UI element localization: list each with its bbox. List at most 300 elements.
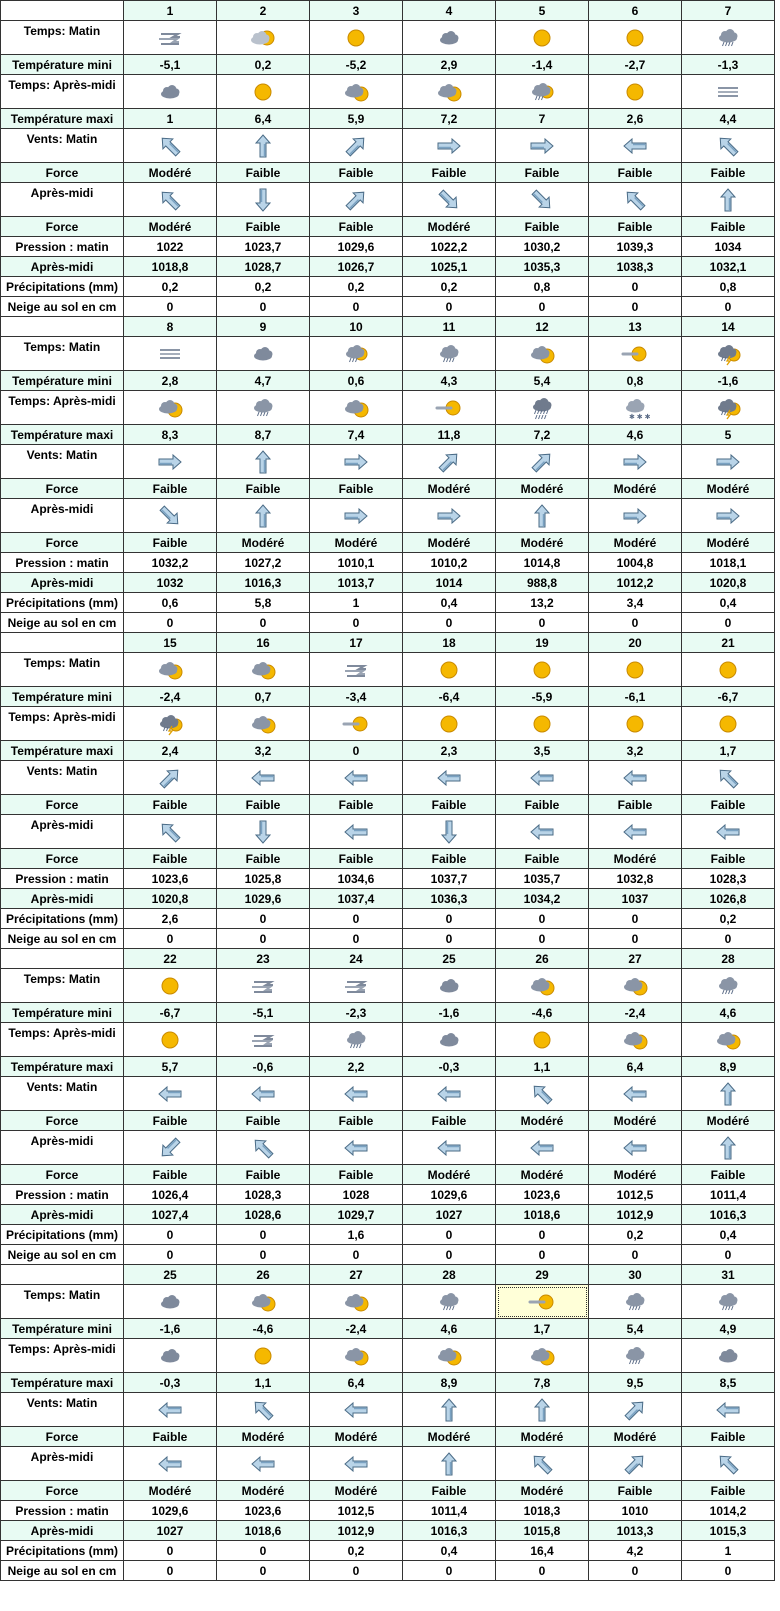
arrow-e-icon bbox=[341, 504, 371, 528]
icon-cell bbox=[496, 499, 589, 533]
temp-min-value: -6,7 bbox=[124, 1003, 217, 1023]
fog-icon bbox=[248, 1028, 278, 1052]
temp-max-value: 1 bbox=[124, 109, 217, 129]
force-morning-value: Faible bbox=[217, 479, 310, 499]
arrow-ne-icon bbox=[155, 766, 185, 790]
wind-afternoon-row bbox=[1, 1447, 775, 1481]
arrow-w-icon bbox=[341, 1452, 371, 1476]
snow-value: 0 bbox=[124, 297, 217, 317]
arrow-nw-icon bbox=[155, 188, 185, 212]
row-label: Température maxi bbox=[1, 1057, 124, 1077]
temp-min-value: -1,4 bbox=[496, 55, 589, 75]
temp-min-value: -6,7 bbox=[682, 687, 775, 707]
arrow-nw-icon bbox=[713, 134, 743, 158]
pressure-morning-value: 1018,3 bbox=[496, 1501, 589, 1521]
pressure-morning-value: 1026,4 bbox=[124, 1185, 217, 1205]
arrow-s-icon bbox=[248, 820, 278, 844]
day-number: 7 bbox=[682, 1, 775, 21]
icon-cell bbox=[682, 1447, 775, 1481]
force-afternoon-value: Faible bbox=[496, 217, 589, 237]
icon-cell bbox=[682, 337, 775, 371]
snow-value: 0 bbox=[310, 929, 403, 949]
icon-cell bbox=[403, 969, 496, 1003]
heavy-rain-icon bbox=[527, 396, 557, 420]
sun-icon bbox=[155, 1028, 185, 1052]
force-morning-value: Faible bbox=[496, 163, 589, 183]
temp-min-value: 4,3 bbox=[403, 371, 496, 391]
wind-morning-row bbox=[1, 1393, 775, 1427]
temp-max-value: 3,2 bbox=[217, 741, 310, 761]
day-number: 27 bbox=[589, 949, 682, 969]
arrow-n-icon bbox=[434, 1452, 464, 1476]
force-morning-value: Modéré bbox=[310, 1427, 403, 1447]
temp-max-value: 7 bbox=[496, 109, 589, 129]
icon-cell bbox=[217, 1393, 310, 1427]
force-morning-value: Faible bbox=[403, 795, 496, 815]
row-label: Température mini bbox=[1, 687, 124, 707]
temp-min-value: -1,6 bbox=[682, 371, 775, 391]
icon-cell bbox=[124, 653, 217, 687]
icon-cell bbox=[124, 1131, 217, 1165]
pressure-morning-value: 1029,6 bbox=[124, 1501, 217, 1521]
icon-cell bbox=[496, 1077, 589, 1111]
wind-morning-row bbox=[1, 1077, 775, 1111]
icon-cell bbox=[217, 653, 310, 687]
temp-max-value: 3,2 bbox=[589, 741, 682, 761]
temp-min-value: 4,6 bbox=[403, 1319, 496, 1339]
row-label: Vents: Matin bbox=[1, 129, 124, 163]
day-number: 24 bbox=[310, 949, 403, 969]
sun-icon bbox=[155, 974, 185, 998]
arrow-s-icon bbox=[434, 820, 464, 844]
day-number: 21 bbox=[682, 633, 775, 653]
pressure-morning-value: 1023,7 bbox=[217, 237, 310, 257]
icon-cell bbox=[682, 1131, 775, 1165]
rain-cloud-icon bbox=[620, 1290, 650, 1314]
temp-max-value: 2,6 bbox=[589, 109, 682, 129]
rain-cloud-icon bbox=[248, 396, 278, 420]
arrow-n-icon bbox=[434, 1398, 464, 1422]
temp-max-value: 7,2 bbox=[403, 109, 496, 129]
pressure-afternoon-value: 1018,8 bbox=[124, 257, 217, 277]
icon-cell bbox=[589, 1077, 682, 1111]
sun-icon bbox=[434, 658, 464, 682]
pressure-afternoon-value: 1032 bbox=[124, 573, 217, 593]
day-number: 9 bbox=[217, 317, 310, 337]
arrow-w-icon bbox=[155, 1398, 185, 1422]
icon-cell bbox=[310, 1447, 403, 1481]
snow-value: 0 bbox=[403, 1245, 496, 1265]
icon-cell bbox=[496, 75, 589, 109]
temp-min-row bbox=[1, 1319, 775, 1339]
sun-icon bbox=[620, 658, 650, 682]
temp-max-value: 0 bbox=[310, 741, 403, 761]
pressure-afternoon-value: 1026,8 bbox=[682, 889, 775, 909]
arrow-w-icon bbox=[155, 1452, 185, 1476]
sun-icon bbox=[527, 26, 557, 50]
temp-min-value: -6,1 bbox=[589, 687, 682, 707]
row-label: Temps: Matin bbox=[1, 21, 124, 55]
temp-max-row bbox=[1, 1057, 775, 1077]
arrow-ne-icon bbox=[341, 188, 371, 212]
row-label: Pression : matin bbox=[1, 869, 124, 889]
snow-cloud-icon bbox=[620, 396, 650, 420]
snow-value: 0 bbox=[589, 1561, 682, 1581]
force-morning-value: Faible bbox=[124, 1111, 217, 1131]
icon-cell bbox=[403, 707, 496, 741]
precip-value: 0 bbox=[496, 909, 589, 929]
precip-value: 0 bbox=[403, 1225, 496, 1245]
force-afternoon-value: Modéré bbox=[496, 1165, 589, 1185]
force-afternoon-value: Modéré bbox=[403, 533, 496, 553]
arrow-w-icon bbox=[341, 1398, 371, 1422]
row-label: Temps: Matin bbox=[1, 969, 124, 1003]
icon-cell bbox=[403, 337, 496, 371]
sun-haze-icon bbox=[527, 1290, 557, 1314]
force-morning-row bbox=[1, 1427, 775, 1447]
pressure-morning-value: 1023,6 bbox=[496, 1185, 589, 1205]
pressure-morning-value: 1035,7 bbox=[496, 869, 589, 889]
row-label: Temps: Après-midi bbox=[1, 1023, 124, 1057]
storm-sun-icon bbox=[713, 396, 743, 420]
force-afternoon-row bbox=[1, 1165, 775, 1185]
temp-min-value: 0,7 bbox=[217, 687, 310, 707]
force-morning-row bbox=[1, 1111, 775, 1131]
rain-cloud-icon bbox=[620, 1344, 650, 1368]
icon-cell bbox=[217, 445, 310, 479]
snow-value: 0 bbox=[310, 613, 403, 633]
sun-icon bbox=[527, 658, 557, 682]
icon-cell bbox=[403, 1339, 496, 1373]
sun-icon bbox=[713, 712, 743, 736]
day-number: 13 bbox=[589, 317, 682, 337]
arrow-w-icon bbox=[341, 766, 371, 790]
precip-value: 0 bbox=[217, 1541, 310, 1561]
precip-value: 0 bbox=[403, 909, 496, 929]
temp-min-value: -2,3 bbox=[310, 1003, 403, 1023]
row-label: Vents: Matin bbox=[1, 445, 124, 479]
day-number: 23 bbox=[217, 949, 310, 969]
precip-value: 0,4 bbox=[403, 593, 496, 613]
precip-row bbox=[1, 909, 775, 929]
pressure-afternoon-value: 1038,3 bbox=[589, 257, 682, 277]
temp-max-value: 8,3 bbox=[124, 425, 217, 445]
snow-value: 0 bbox=[124, 929, 217, 949]
day-number: 15 bbox=[124, 633, 217, 653]
icon-cell bbox=[589, 21, 682, 55]
temp-min-value: -4,6 bbox=[217, 1319, 310, 1339]
pressure-morning-value: 1028,3 bbox=[682, 869, 775, 889]
arrow-w-icon bbox=[434, 1136, 464, 1160]
row-label: Après-midi bbox=[1, 1447, 124, 1481]
arrow-ne-icon bbox=[341, 134, 371, 158]
icon-cell bbox=[496, 1447, 589, 1481]
pressure-afternoon-value: 1029,6 bbox=[217, 889, 310, 909]
sun-icon bbox=[248, 80, 278, 104]
pressure-afternoon-value: 1016,3 bbox=[217, 573, 310, 593]
force-afternoon-value: Faible bbox=[124, 849, 217, 869]
snow-value: 0 bbox=[217, 929, 310, 949]
cloud-icon bbox=[155, 1344, 185, 1368]
icon-cell bbox=[310, 653, 403, 687]
force-afternoon-value: Modéré bbox=[403, 1165, 496, 1185]
day-number: 11 bbox=[403, 317, 496, 337]
rain-cloud-icon bbox=[434, 1290, 464, 1314]
icon-cell bbox=[124, 815, 217, 849]
icon-cell bbox=[310, 1393, 403, 1427]
arrow-w-icon bbox=[248, 1452, 278, 1476]
cloud-sun-icon bbox=[527, 974, 557, 998]
row-label: Force bbox=[1, 1165, 124, 1185]
temp-max-value: 8,9 bbox=[682, 1057, 775, 1077]
week-header-row bbox=[1, 1, 775, 21]
icon-cell bbox=[496, 183, 589, 217]
pressure-afternoon-value: 1037 bbox=[589, 889, 682, 909]
force-morning-value: Faible bbox=[310, 479, 403, 499]
icon-cell bbox=[217, 75, 310, 109]
precip-value: 0 bbox=[589, 909, 682, 929]
icon-cell bbox=[403, 129, 496, 163]
icon-cell bbox=[217, 129, 310, 163]
icon-cell bbox=[217, 1447, 310, 1481]
icon-cell bbox=[403, 499, 496, 533]
icon-cell bbox=[124, 1023, 217, 1057]
row-label: Force bbox=[1, 533, 124, 553]
pressure-afternoon-value: 1012,2 bbox=[589, 573, 682, 593]
force-morning-value: Modéré bbox=[496, 1111, 589, 1131]
row-label: Vents: Matin bbox=[1, 1393, 124, 1427]
force-morning-value: Faible bbox=[217, 163, 310, 183]
row-label: Neige au sol en cm bbox=[1, 929, 124, 949]
corner-cell bbox=[1, 1265, 124, 1285]
day-number: 25 bbox=[124, 1265, 217, 1285]
icon-cell bbox=[403, 21, 496, 55]
precip-value: 0 bbox=[124, 1225, 217, 1245]
icon-cell bbox=[124, 1339, 217, 1373]
row-label: Après-midi bbox=[1, 1131, 124, 1165]
icon-cell bbox=[496, 21, 589, 55]
force-morning-value: Modéré bbox=[589, 1111, 682, 1131]
row-label: Pression : matin bbox=[1, 237, 124, 257]
sun-haze-icon bbox=[620, 342, 650, 366]
icon-cell bbox=[589, 391, 682, 425]
pressure-afternoon-value: 1035,3 bbox=[496, 257, 589, 277]
arrow-w-icon bbox=[341, 1136, 371, 1160]
rain-sun-icon bbox=[341, 342, 371, 366]
icon-cell bbox=[217, 1339, 310, 1373]
arrow-w-icon bbox=[620, 1136, 650, 1160]
arrow-w-icon bbox=[248, 766, 278, 790]
temp-max-value: 6,4 bbox=[310, 1373, 403, 1393]
snow-value: 0 bbox=[589, 613, 682, 633]
force-morning-row bbox=[1, 163, 775, 183]
icon-cell bbox=[310, 707, 403, 741]
cloud-sun-icon bbox=[248, 712, 278, 736]
force-afternoon-value: Modéré bbox=[217, 533, 310, 553]
icon-cell bbox=[217, 183, 310, 217]
icon-cell bbox=[310, 969, 403, 1003]
icon-cell bbox=[496, 391, 589, 425]
day-number: 1 bbox=[124, 1, 217, 21]
pressure-afternoon-value: 1028,6 bbox=[217, 1205, 310, 1225]
row-label: Température mini bbox=[1, 371, 124, 391]
pressure-afternoon-value: 1018,6 bbox=[496, 1205, 589, 1225]
week-header-row bbox=[1, 633, 775, 653]
arrow-w-icon bbox=[434, 1082, 464, 1106]
force-morning-value: Faible bbox=[124, 1427, 217, 1447]
storm-sun-icon bbox=[713, 342, 743, 366]
weather-morning-row bbox=[1, 969, 775, 1003]
fog-icon bbox=[341, 658, 371, 682]
arrow-se-icon bbox=[434, 188, 464, 212]
rain-cloud-icon bbox=[713, 974, 743, 998]
precip-value: 5,8 bbox=[217, 593, 310, 613]
force-afternoon-value: Faible bbox=[682, 1165, 775, 1185]
icon-cell bbox=[217, 815, 310, 849]
weather-afternoon-row bbox=[1, 1339, 775, 1373]
force-afternoon-value: Faible bbox=[589, 217, 682, 237]
force-morning-value: Modéré bbox=[403, 479, 496, 499]
arrow-w-icon bbox=[713, 1398, 743, 1422]
pressure-morning-value: 1028,3 bbox=[217, 1185, 310, 1205]
icon-cell bbox=[589, 969, 682, 1003]
arrow-e-icon bbox=[620, 450, 650, 474]
arrow-e-icon bbox=[434, 134, 464, 158]
arrow-n-icon bbox=[713, 1136, 743, 1160]
force-morning-value: Faible bbox=[403, 163, 496, 183]
row-label: Temps: Après-midi bbox=[1, 707, 124, 741]
force-morning-value: Modéré bbox=[589, 1427, 682, 1447]
row-label: Température maxi bbox=[1, 425, 124, 445]
force-morning-value: Faible bbox=[124, 479, 217, 499]
force-afternoon-value: Modéré bbox=[403, 217, 496, 237]
icon-cell bbox=[217, 337, 310, 371]
pressure-morning-value: 1037,7 bbox=[403, 869, 496, 889]
icon-cell bbox=[496, 1023, 589, 1057]
row-label: Temps: Après-midi bbox=[1, 391, 124, 425]
pressure-morning-value: 1039,3 bbox=[589, 237, 682, 257]
arrow-w-icon bbox=[527, 1136, 557, 1160]
temp-max-row bbox=[1, 1373, 775, 1393]
temp-min-value: 4,7 bbox=[217, 371, 310, 391]
precip-value: 0,2 bbox=[310, 1541, 403, 1561]
force-morning-value: Faible bbox=[682, 163, 775, 183]
force-afternoon-value: Faible bbox=[496, 849, 589, 869]
temp-max-value: 3,5 bbox=[496, 741, 589, 761]
arrow-n-icon bbox=[527, 504, 557, 528]
week-header-row bbox=[1, 949, 775, 969]
force-afternoon-value: Modéré bbox=[310, 1481, 403, 1501]
rain-cloud-icon bbox=[434, 342, 464, 366]
precip-value: 0 bbox=[589, 277, 682, 297]
pressure-afternoon-value: 1016,3 bbox=[403, 1521, 496, 1541]
pressure-morning-row bbox=[1, 869, 775, 889]
icon-cell bbox=[403, 1131, 496, 1165]
day-number: 28 bbox=[682, 949, 775, 969]
row-label: Température maxi bbox=[1, 741, 124, 761]
force-morning-value: Faible bbox=[589, 795, 682, 815]
arrow-n-icon bbox=[248, 134, 278, 158]
force-morning-row bbox=[1, 479, 775, 499]
pressure-afternoon-value: 1013,7 bbox=[310, 573, 403, 593]
pressure-afternoon-value: 1014 bbox=[403, 573, 496, 593]
pressure-morning-value: 1032,2 bbox=[124, 553, 217, 573]
pressure-afternoon-value: 1013,3 bbox=[589, 1521, 682, 1541]
day-number: 4 bbox=[403, 1, 496, 21]
icon-cell bbox=[496, 815, 589, 849]
icon-cell bbox=[217, 707, 310, 741]
pressure-afternoon-value: 1036,3 bbox=[403, 889, 496, 909]
snow-value: 0 bbox=[217, 1561, 310, 1581]
icon-cell bbox=[403, 75, 496, 109]
icon-cell bbox=[682, 499, 775, 533]
icon-cell bbox=[310, 75, 403, 109]
icon-cell bbox=[124, 183, 217, 217]
temp-max-value: -0,3 bbox=[403, 1057, 496, 1077]
force-morning-value: Modéré bbox=[496, 1427, 589, 1447]
icon-cell bbox=[310, 1023, 403, 1057]
pressure-morning-value: 1029,6 bbox=[310, 237, 403, 257]
pressure-morning-value: 1014,2 bbox=[682, 1501, 775, 1521]
arrow-nw-icon bbox=[713, 766, 743, 790]
row-label: Temps: Matin bbox=[1, 1285, 124, 1319]
pressure-afternoon-value: 1026,7 bbox=[310, 257, 403, 277]
pressure-afternoon-value: 1018,6 bbox=[217, 1521, 310, 1541]
force-morning-value: Faible bbox=[217, 1111, 310, 1131]
temp-min-value: -2,7 bbox=[589, 55, 682, 75]
arrow-sw-icon bbox=[155, 1136, 185, 1160]
pressure-morning-value: 1014,8 bbox=[496, 553, 589, 573]
arrow-w-icon bbox=[620, 820, 650, 844]
snow-value: 0 bbox=[217, 297, 310, 317]
arrow-w-icon bbox=[155, 1082, 185, 1106]
cloud-icon bbox=[434, 26, 464, 50]
icon-cell bbox=[217, 1285, 310, 1319]
corner-cell bbox=[1, 1, 124, 21]
pressure-afternoon-value: 1032,1 bbox=[682, 257, 775, 277]
pressure-afternoon-value: 1020,8 bbox=[682, 573, 775, 593]
icon-cell bbox=[589, 707, 682, 741]
snow-value: 0 bbox=[496, 1245, 589, 1265]
cloud-icon bbox=[713, 1344, 743, 1368]
sun-icon bbox=[620, 712, 650, 736]
force-afternoon-row bbox=[1, 533, 775, 553]
arrow-n-icon bbox=[527, 1398, 557, 1422]
pressure-morning-value: 1022 bbox=[124, 237, 217, 257]
row-label: Température mini bbox=[1, 1319, 124, 1339]
precip-value: 0 bbox=[217, 1225, 310, 1245]
force-afternoon-row bbox=[1, 217, 775, 237]
snow-value: 0 bbox=[124, 613, 217, 633]
icon-cell bbox=[589, 337, 682, 371]
day-number: 20 bbox=[589, 633, 682, 653]
temp-min-value: -5,1 bbox=[124, 55, 217, 75]
icon-cell bbox=[124, 707, 217, 741]
precip-row bbox=[1, 1225, 775, 1245]
row-label: Temps: Après-midi bbox=[1, 1339, 124, 1373]
snow-row bbox=[1, 1561, 775, 1581]
arrow-n-icon bbox=[713, 188, 743, 212]
cloud-sun-icon bbox=[341, 1344, 371, 1368]
snow-row bbox=[1, 613, 775, 633]
icon-cell bbox=[589, 183, 682, 217]
snow-value: 0 bbox=[589, 297, 682, 317]
force-morning-value: Faible bbox=[496, 795, 589, 815]
arrow-w-icon bbox=[341, 1082, 371, 1106]
temp-min-value: 0,2 bbox=[217, 55, 310, 75]
precip-value: 13,2 bbox=[496, 593, 589, 613]
temp-max-value: 11,8 bbox=[403, 425, 496, 445]
